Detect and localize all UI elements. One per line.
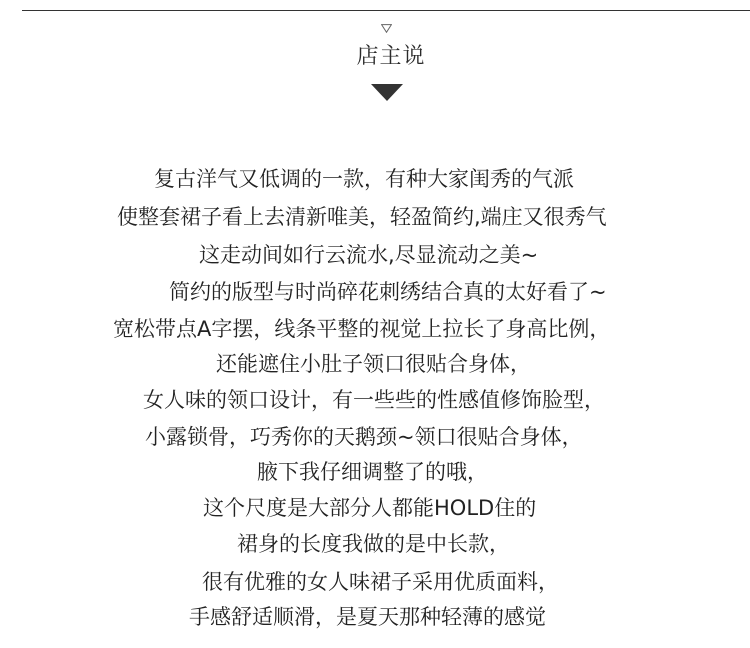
description-line: 很有优雅的女人味裙子采用优质面料， — [202, 570, 559, 594]
description-line: 这走动间如行云流水,尽显流动之美~ — [199, 243, 539, 267]
description-line: 裙身的长度我做的是中长款， — [237, 532, 510, 556]
description-line: 简约的版型与时尚碎花刺绣结合真的太好看了~ — [169, 280, 607, 304]
description-line: 还能遮住小肚子领口很贴合身体， — [216, 352, 531, 376]
description-line: 复古洋气又低调的一款，有种大家闺秀的气派 — [154, 167, 574, 191]
description-line: 使整套裙子看上去清新唯美，轻盈简约,端庄又很秀气 — [117, 205, 607, 229]
description-line: 小露锁骨，巧秀你的天鹅颈~领口很贴合身体， — [145, 425, 583, 449]
section-heading: 店主说 — [356, 44, 426, 69]
description-line: 宽松带点A字摆，线条平整的视觉上拉长了身高比例， — [113, 317, 611, 341]
description-line: 腋下我仔细调整了的哦， — [257, 460, 488, 484]
description-line: 这个尺度是大部分人都能HOLD住的 — [203, 496, 537, 520]
description-line: 女人味的领口设计，有一些些的性感值修饰脸型， — [143, 388, 605, 412]
description-line: 手感舒适顺滑，是夏天那种轻薄的感觉 — [189, 605, 546, 629]
